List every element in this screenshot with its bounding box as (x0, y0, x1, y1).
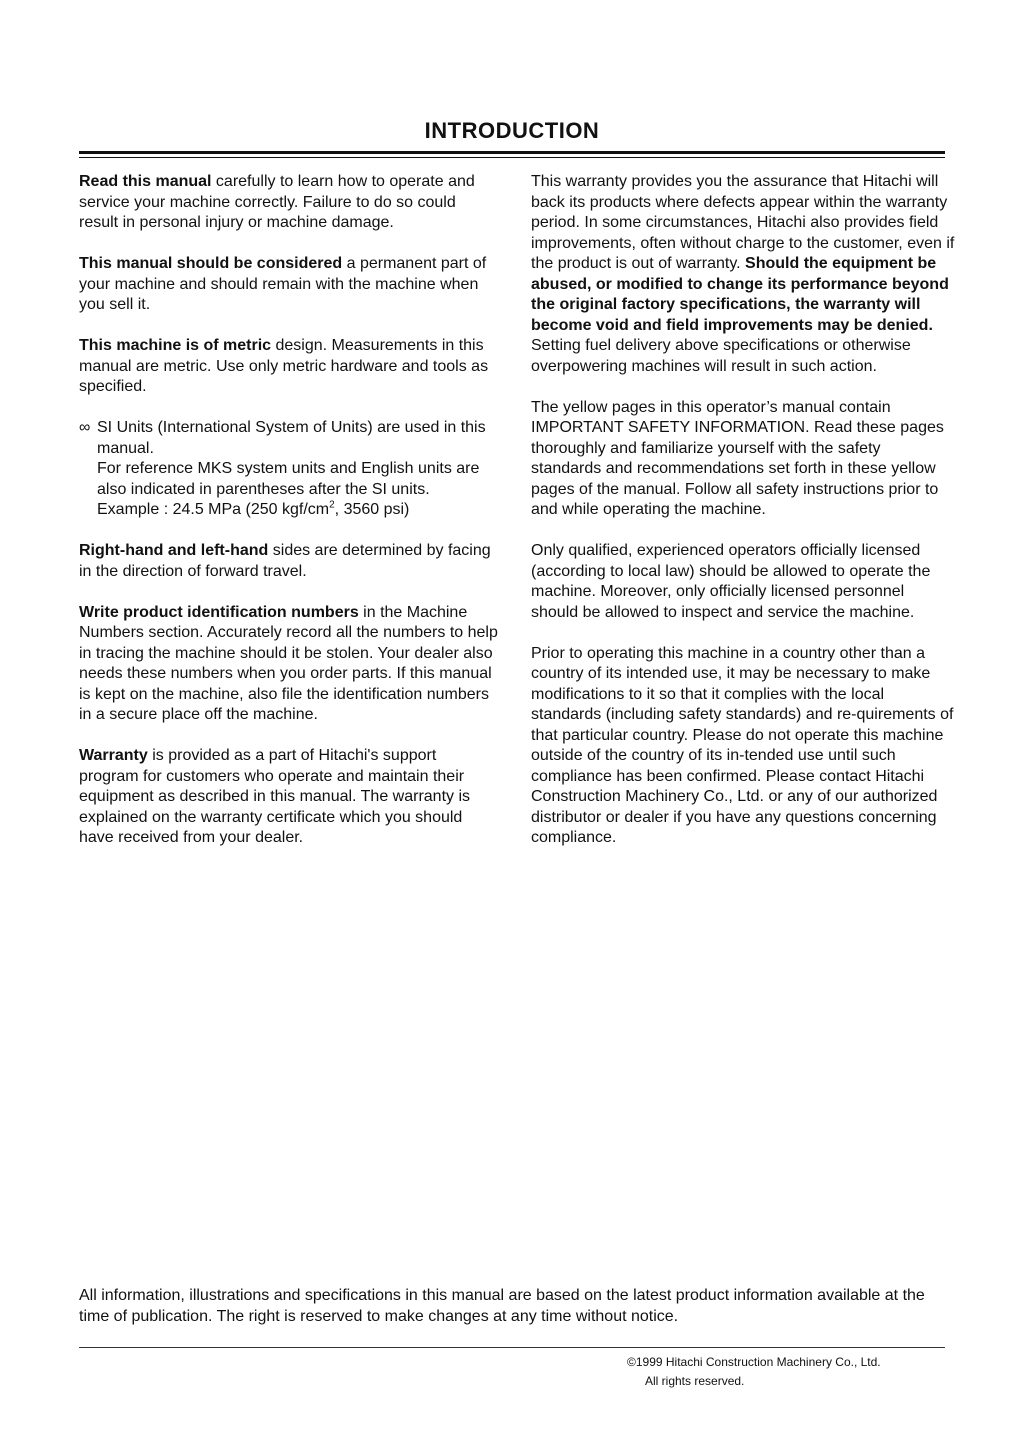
paragraph-text: in the Machine Numbers section. Accurately record all the numbers to help in tracing the machine should it be stolen. Your dealer also needs these numbers when you order parts. If this manual is kept on the machine, also file the identification numbers in a secure place off the machine. (79, 603, 498, 723)
warranty-warning: Should the equipment be abused, or modified to change its performance beyond the original factory specifications, the warranty will become void and field improvements may be denied. (531, 255, 949, 334)
title-rule-thin (79, 157, 945, 158)
paragraph-yellow-pages: The yellow pages in this operator’s manual contain IMPORTANT SAFETY INFORMATION. Read these pages thoroughly and familiarize yourself with the safety standards and recommendations set forth in these yellow pages of the manual. Follow all safety instructions prior to and while operating the machine. (531, 398, 944, 518)
si-units-line: SI Units (International System of Units) are used in this manual. (97, 419, 486, 457)
title-rule-thick (79, 151, 945, 154)
superscript: 2 (329, 499, 335, 511)
paragraph-text: carefully to learn how to operate and service your machine correctly. Failure to do so could result in personal injury or machine damage. (79, 173, 475, 231)
disclaimer: All information, illustrations and specifications in this manual are based on the latest product information available at the time of publication. The right is reserved to make changes at any time without notice. (79, 1287, 925, 1325)
si-units-text (97, 418, 499, 521)
paragraph-text: sides are determined by facing in the direction of forward travel. (79, 542, 491, 580)
lead-in: This manual should be considered (79, 255, 343, 272)
paragraph-warranty-assurance: This warranty provides you the assurance that Hitachi will back its products where defects appear within the warranty period. In some circumstances, Hitachi also provides field improvements, often without charge to the customer, even if the product is out of warranty. Should the equipment be abused, or modified to change its performance beyond the original factory specifications, the warranty will become void and field improvements may be denied. Setting fuel delivery above specifications or otherwise overpowering machines will result in such action. (531, 173, 955, 375)
copyright: ©1999 Hitachi Construction Machinery Co., Ltd. (627, 1355, 881, 1369)
paragraph-text: design. Measurements in this manual are metric. Use only metric hardware and tools as specified. (79, 337, 489, 395)
paragraph-read-manual (79, 172, 499, 234)
si-units-bullet (79, 418, 499, 521)
infinity-bullet-icon: ∞ (79, 419, 91, 436)
left-column (79, 172, 499, 869)
paragraph-text: a permanent part of your machine and should remain with the machine when you sell it. (79, 255, 487, 313)
paragraph-permanent-part (79, 254, 499, 316)
paragraph-identification-numbers (79, 603, 499, 726)
reference-units-line: For reference MKS system units and English units are also indicated in parentheses after the SI units. (97, 460, 480, 498)
lead-in: Write product identification numbers (79, 603, 359, 621)
paragraph-hand-sides (79, 541, 499, 582)
paragraph-qualified-operators: Only qualified, experienced operators officially licensed (according to local law) should be allowed to operate the machine. Moreover, only officially licensed personnel should be allowed to inspect and service the machine. (531, 542, 931, 621)
lead-in: Read this manual (79, 173, 212, 190)
paragraph-country-compliance: Prior to operating this machine in a country other than a country of its intended use, it may be necessary to make modifications to it so that it complies with the local standards (including safety standards) and re-quirements of that particular country. Please do not operate this machine outside of the country of its in-tended use until such compliance has been confirmed. Please contact Hitachi Construction Machinery Co., Ltd. or any of our authorized distributor or dealer if you have any questions concerning compliance. (531, 644, 954, 846)
paragraph-warranty (79, 746, 499, 849)
lead-in: Warranty (79, 747, 148, 764)
rights-reserved: All rights reserved. (645, 1374, 745, 1388)
example-line: Example : 24.5 MPa (250 kgf/$cm^2$, 3560 psi) (97, 499, 410, 518)
lead-in: This machine is of metric (79, 337, 272, 354)
lead-in: Right-hand and left-hand (79, 542, 269, 559)
page-title: INTRODUCTION (424, 118, 600, 143)
paragraph-text: is provided as a part of Hitachi's support program for customers who operate and maintain their equipment as described in this manual. The warranty is explained on the warranty certificate which you should have received from your dealer. (79, 747, 471, 846)
footer-rule (79, 1347, 945, 1348)
paragraph-metric-design (79, 336, 499, 398)
right-column (531, 172, 955, 869)
